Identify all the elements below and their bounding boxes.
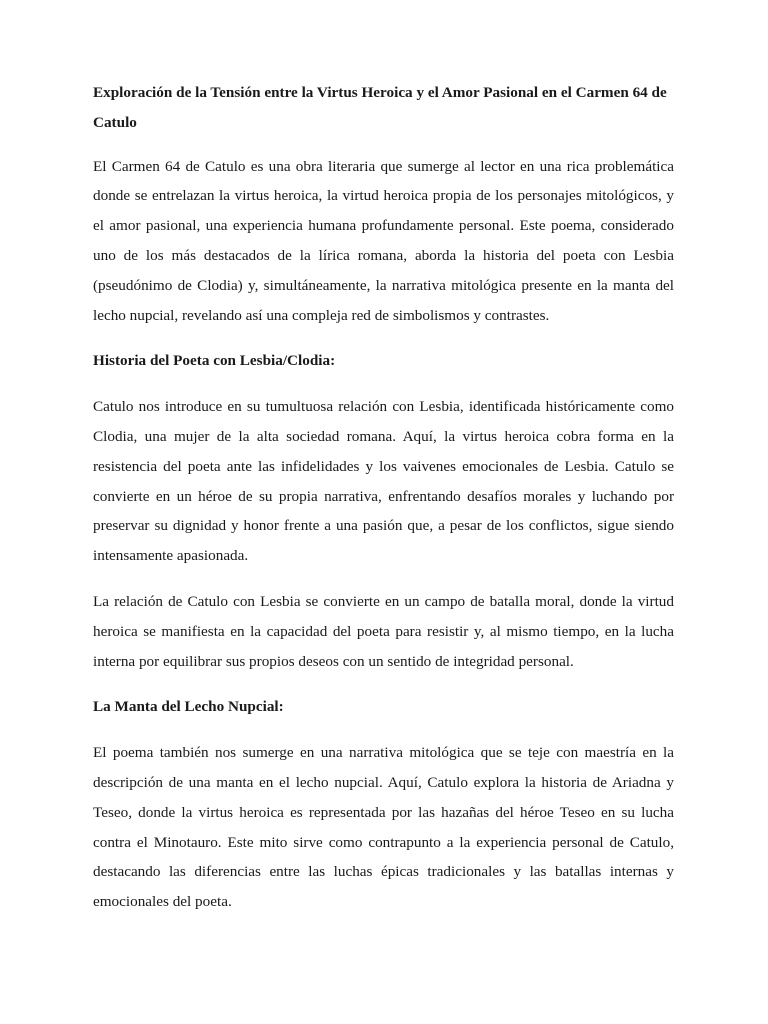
section-heading-manta: La Manta del Lecho Nupcial: (93, 698, 284, 716)
lesbia-paragraph-2: La relación de Catulo con Lesbia se convierte en un campo de batalla moral, donde la virtud heroica se manifiesta en la capacidad del poeta para resistir y, al mismo tiempo, en la lucha interna por equilibrar sus propios deseos con un sentido de integridad personal. (93, 592, 674, 670)
lesbia-paragraph-1: Catulo nos introduce en su tumultuosa relación con Lesbia, identificada históricamente como Clodia, una mujer de la alta sociedad romana. Aquí, la virtus heroica cobra forma en la resistencia del poeta ante las infidelidades y los vaivenes emocionales de Lesbia. Catulo se convierte en un héroe de su propia narrativa, enfrentando desafíos morales y luchando por preservar su dignidad y honor frente a una pasión que, a pesar de los conflictos, sigue siendo intensamente apasionada. (93, 398, 674, 565)
document-page (93, 78, 674, 933)
section-heading-lesbia: Historia del Poeta con Lesbia/Clodia: (93, 352, 336, 370)
intro-paragraph: El Carmen 64 de Catulo es una obra literaria que sumerge al lector en una rica problemática donde se entrelazan la virtus heroica, la virtud heroica propia de los personajes mitológicos, y el amor pasional, una experiencia humana profundamente personal. Este poema, considerado uno de los más destacados de la lírica romana, aborda la historia del poeta con Lesbia (pseudónimo de Clodia) y, simultáneamente, la narrativa mitológica presente en la manta del lecho nupcial, revelando así una compleja red de simbolismos y contrastes. (93, 157, 674, 324)
manta-paragraph-1: El poema también nos sumerge en una narrativa mitológica que se teje con maestría en la descripción de una manta en el lecho nupcial. Aquí, Catulo explora la historia de Ariadna y Teseo, donde la virtus heroica es representada por las hazañas del héroe Teseo en su lucha contra el Minotauro. Este mito sirve como contrapunto a la experiencia personal de Catulo, destacando las diferencias entre las luchas épicas tradicionales y las batallas internas y emocionales del poeta. (93, 744, 674, 911)
document-title: Exploración de la Tensión entre la Virtus Heroica y el Amor Pasional en el Carmen 64 de Catulo (93, 84, 667, 131)
